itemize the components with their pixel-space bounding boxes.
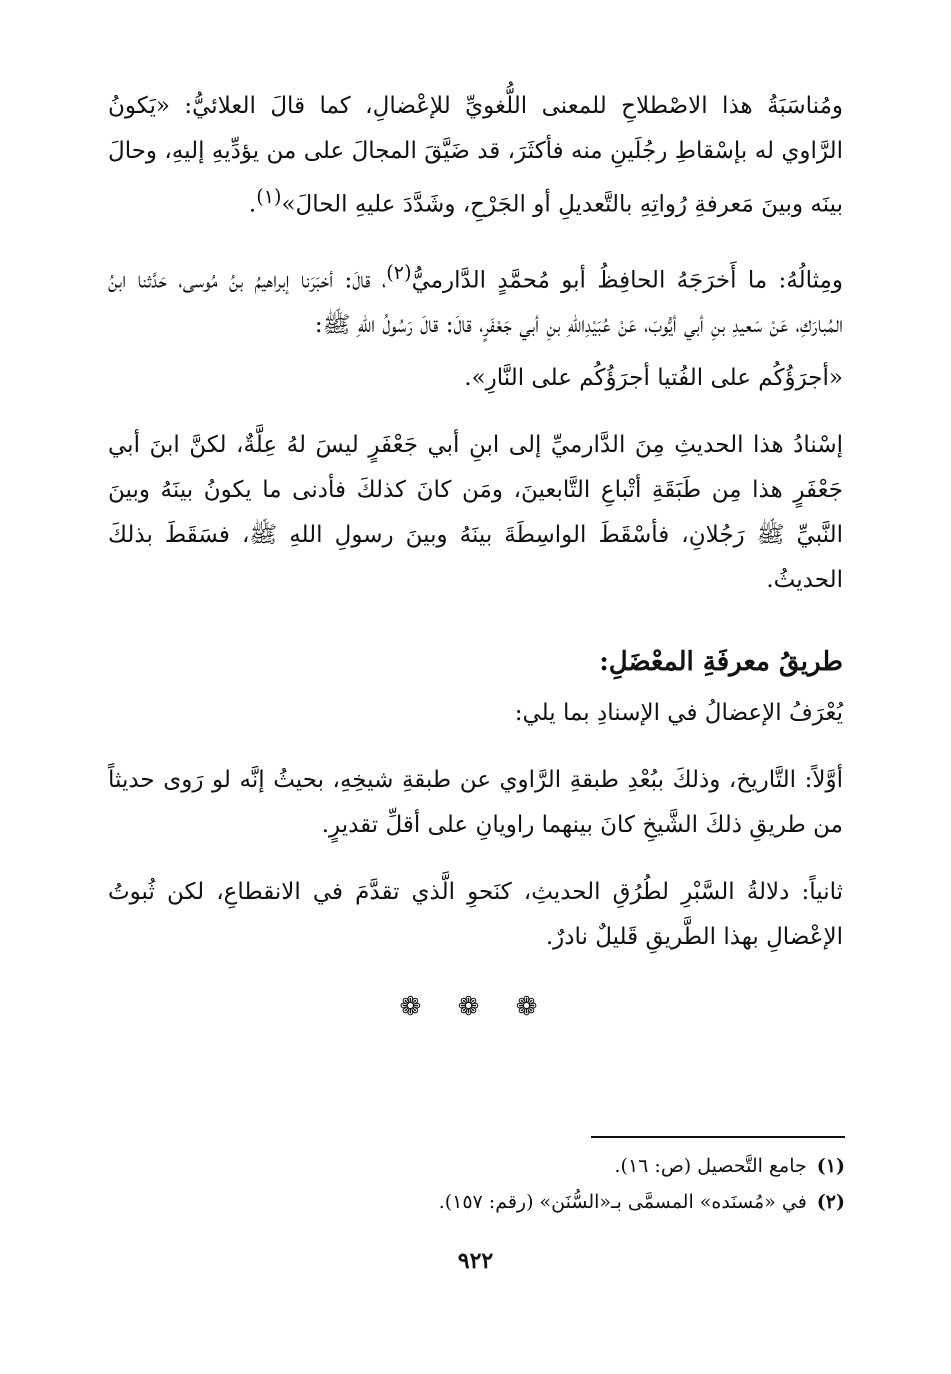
page-number: ٩٢٢ bbox=[457, 1248, 494, 1274]
paragraph-6: ثانياً: دلالةُ السَّبْرِ لطُرُقِ الحديثِ، كنَحوِ الَّذي تقدَّمَ في الانقطاعِ، لكن ثُبوتُ الإعْضالِ بهذا الطَّريقِ قَليلٌ نادرٌ. bbox=[108, 879, 843, 951]
footnote-2-text: في «مُسنَده» المسمَّى بـ«السُّنَن» (رقم: ١٥٧). bbox=[438, 1191, 807, 1213]
paragraph-1-end: . bbox=[248, 191, 257, 218]
footnote-1-number: (١) bbox=[816, 1155, 845, 1177]
footnotes bbox=[300, 1148, 845, 1220]
footnote-1-text: جامع التَّحصيل (ص: ١٦). bbox=[614, 1155, 807, 1177]
paragraph-1 bbox=[108, 84, 843, 228]
hadith-quote: «أجرَؤُكُم على الفُتيا أجرَؤُكُم على النَّارِ». bbox=[464, 365, 843, 392]
section-ornament: ❁ ❁ ❁ bbox=[399, 992, 552, 1022]
paragraph-2 bbox=[108, 250, 843, 349]
footnote-1 bbox=[300, 1148, 845, 1184]
paragraph-3: إسْنادُ هذا الحديثِ مِنَ الدَّارميِّ إلى ابنِ أبي جَعْفَرٍ ليسَ لهُ عِلَّةٌ، لكنَّ ابنَ أبي جَعْفَرٍ هذا مِن طَبَقَةِ أتْباعِ التَّابعينَ، ومَن كانَ كذلكَ فأدنى ما يكونُ بينَهُ وبينَ النَّبيِّ ﷺ رَجُلانِ، فأسْقَطَ الواسِطَةَ بينَهُ وبينَ رسولِ اللهِ ﷺ، فسَقَطَ بذلكَ الحديثُ. bbox=[108, 432, 843, 594]
footnote-ref-1[interactable]: (١) bbox=[256, 185, 282, 208]
paragraph-2-text-a: ومِثالُهُ: ما أَخرَجَهُ الحافِظُ أبو مُحمَّدٍ الدَّارميُّ bbox=[411, 267, 843, 294]
section-heading: طريقُ معرفَةِ المعْضَلِ: bbox=[599, 647, 843, 678]
main-text bbox=[108, 84, 843, 960]
paragraph-1-text: ومُناسَبَةُ هذا الاصْطلاحِ للمعنى اللُّغويِّ للإعْضالِ، كما قالَ العلائيُّ: «يَكونُ الرَّاوي له بإسْقاطِ رجُلَينِ منه فأكثَرَ، قد ضَيَّقَ المجالَ على من يؤدِّيهِ إليهِ، وحالَ بينَه وبينَ مَعرفةِ رُواتِهِ بالتَّعديلِ أو الجَرْحِ، وشَدَّدَ عليهِ الحالَ» bbox=[108, 93, 843, 218]
paragraph-4: يُعْرَفُ الإعضالُ في الإسنادِ بما يلي: bbox=[514, 700, 843, 727]
paragraph-2-text-b: ، قالَ: أخبَرَنا إبراهيمُ بنُ مُوسى، حَدَّثنا ابنُ المُبارَكِ، عَنْ سَعيدِ بنِ أبي أيُّوبَ، عَنْ عُبَيْدِاللهِ بنِ أبي جَعْفَرٍ، قالَ: قالَ رَسُولُ اللهِ ﷺ: bbox=[108, 267, 843, 339]
paragraph-5: أوَّلاً: التَّاريخ، وذلكَ ببُعْدِ طبقةِ الرَّاوي عن طبقةِ شيخِهِ، بحيثُ إنَّه لو رَوى حديثاً من طريقِ ذلكَ الشَّيخِ كانَ بينهما راويانِ على أقلِّ تقديرٍ. bbox=[108, 767, 843, 839]
footnote-2-number: (٢) bbox=[816, 1191, 845, 1213]
footnote-2 bbox=[300, 1184, 845, 1220]
footnote-divider bbox=[591, 1136, 845, 1138]
footnote-ref-2[interactable]: (٢) bbox=[386, 260, 412, 284]
